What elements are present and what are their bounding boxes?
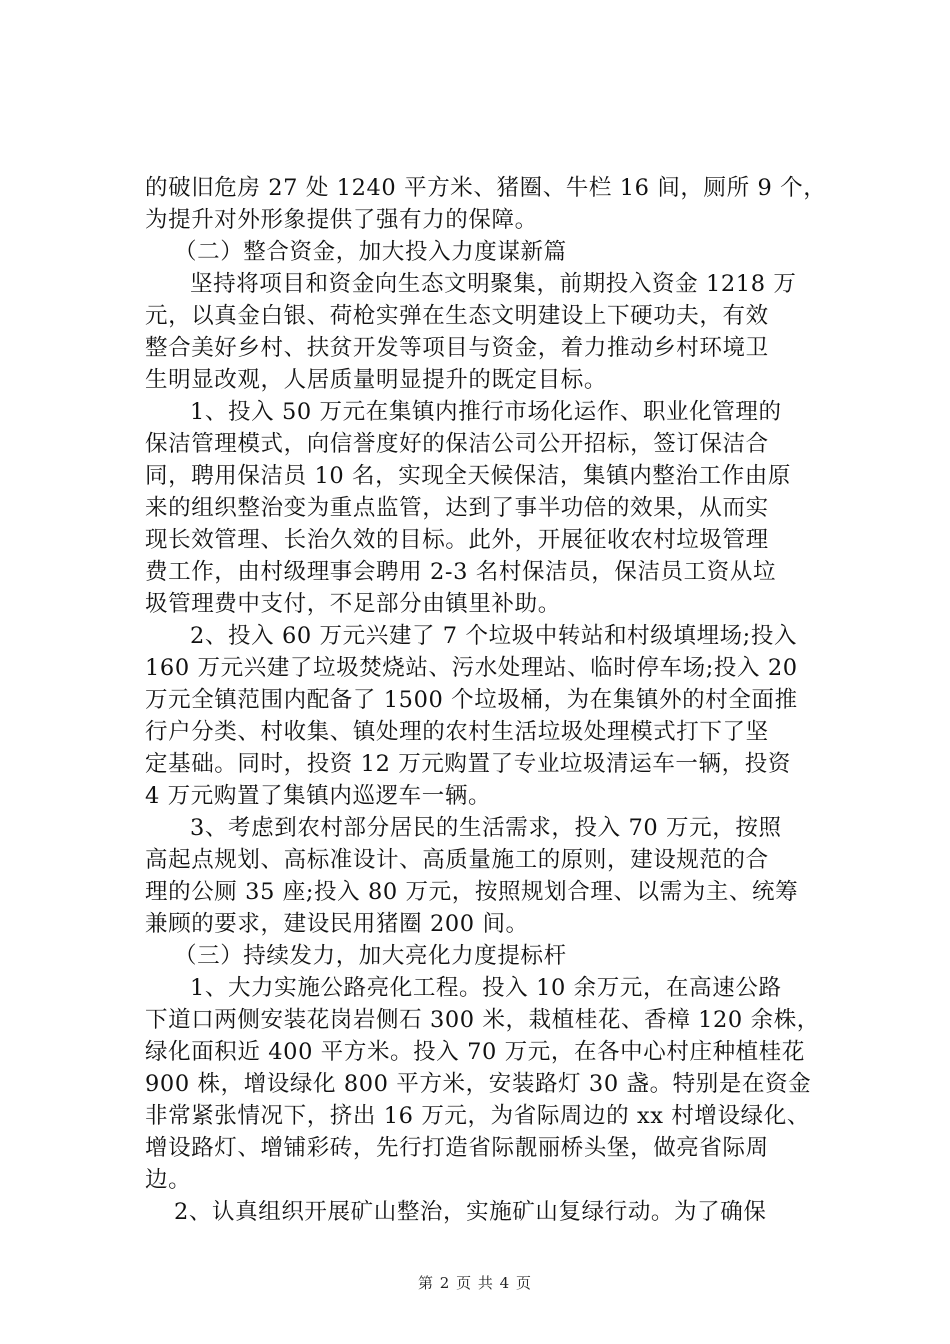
text-line: 万元全镇范围内配备了 1500 个垃圾桶，为在集镇外的村全面推 bbox=[145, 687, 798, 713]
text-line: 非常紧张情况下，挤出 16 万元，为省际周边的 xx 村增设绿化、 bbox=[145, 1103, 810, 1129]
text-line: 1、大力实施公路亮化工程。投入 10 余万元，在高速公路 bbox=[190, 975, 782, 1001]
text-line: 元，以真金白银、荷枪实弹在生态文明建设上下硬功夫，有效 bbox=[145, 303, 769, 329]
text-line: 2、投入 60 万元兴建了 7 个垃圾中转站和村级填埋场;投入 bbox=[190, 623, 798, 649]
text-line: 定基础。同时，投资 12 万元购置了专业垃圾清运车一辆，投资 bbox=[145, 751, 791, 777]
text-line: 生明显改观，人居质量明显提升的既定目标。 bbox=[145, 367, 608, 393]
text-line: 3、考虑到农村部分居民的生活需求，投入 70 万元，按照 bbox=[190, 815, 782, 841]
text-line: 增设路灯、增铺彩砖，先行打造省际靓丽桥头堡，做亮省际周 bbox=[145, 1135, 769, 1161]
text-line: 来的组织整治变为重点监管，达到了事半功倍的效果，从而实 bbox=[145, 495, 769, 521]
text-line: 坚持将项目和资金向生态文明聚集，前期投入资金 1218 万 bbox=[190, 271, 797, 297]
page-number-footer: 第 2 页 共 4 页 bbox=[418, 1274, 532, 1292]
text-line: 4 万元购置了集镇内巡逻车一辆。 bbox=[145, 783, 492, 809]
text-line: 圾管理费中支付，不足部分由镇里补助。 bbox=[145, 591, 561, 617]
text-line: 理的公厕 35 座;投入 80 万元，按照规划合理、以需为主、统筹 bbox=[145, 879, 799, 905]
text-line: 为提升对外形象提供了强有力的保障。 bbox=[145, 207, 538, 233]
text-line: 900 株，增设绿化 800 平方米，安装路灯 30 盏。特别是在资金 bbox=[145, 1071, 812, 1097]
text-line: 兼顾的要求，建设民用猪圈 200 间。 bbox=[145, 911, 529, 937]
text-line: 的破旧危房 27 处 1240 平方米、猪圈、牛栏 16 间，厕所 9 个， bbox=[145, 175, 827, 201]
text-line: 同，聘用保洁员 10 名，实现全天候保洁，集镇内整治工作由原 bbox=[145, 463, 791, 489]
text-line: 行户分类、村收集、镇处理的农村生活垃圾处理模式打下了坚 bbox=[145, 719, 769, 745]
text-line: 边。 bbox=[145, 1167, 192, 1193]
text-line: 现长效管理、长治久效的目标。此外，开展征收农村垃圾管理 bbox=[145, 527, 769, 553]
text-line: 高起点规划、高标准设计、高质量施工的原则，建设规范的合 bbox=[145, 847, 769, 873]
text-line: 下道口两侧安装花岗岩侧石 300 米，栽植桂花、香樟 120 余株， bbox=[145, 1007, 820, 1033]
text-line: 2、认真组织开展矿山整治，实施矿山复绿行动。为了确保 bbox=[174, 1199, 767, 1225]
text-line: 160 万元兴建了垃圾焚烧站、污水处理站、临时停车场;投入 20 bbox=[145, 655, 798, 681]
text-line: 绿化面积近 400 平方米。投入 70 万元，在各中心村庄种植桂花 bbox=[145, 1039, 805, 1065]
text-line: 整合美好乡村、扶贫开发等项目与资金，着力推动乡村环境卫 bbox=[145, 335, 769, 361]
section-heading: （二）整合资金，加大投入力度谋新篇 bbox=[174, 239, 567, 265]
text-line: 费工作，由村级理事会聘用 2-3 名村保洁员，保洁员工资从垃 bbox=[145, 559, 777, 585]
text-line: 保洁管理模式，向信誉度好的保洁公司公开招标，签订保洁合 bbox=[145, 431, 769, 457]
section-heading: （三）持续发力，加大亮化力度提标杆 bbox=[174, 943, 567, 969]
text-line: 1、投入 50 万元在集镇内推行市场化运作、职业化管理的 bbox=[190, 399, 782, 425]
